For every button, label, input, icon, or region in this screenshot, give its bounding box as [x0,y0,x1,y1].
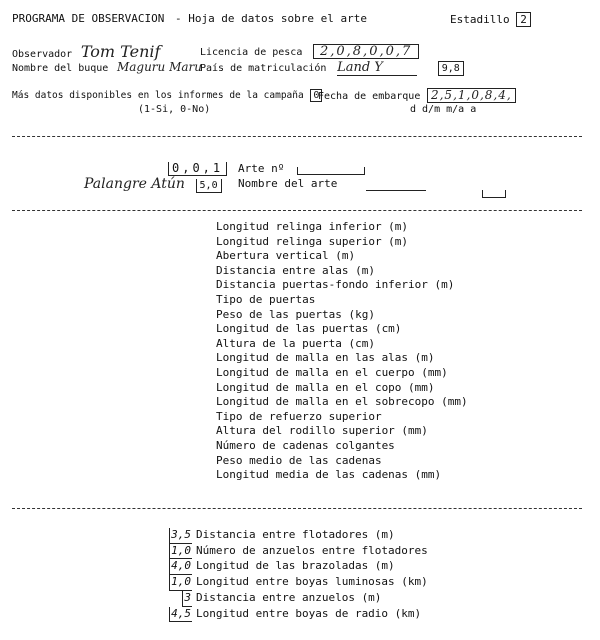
longline-value-box[interactable] [148,607,192,623]
gear-name-value[interactable]: Palangre Atún [84,176,185,192]
observer-value[interactable]: Tom Tenif [80,42,161,61]
boarding-label: Fecha de embarque [318,91,421,102]
longline-label: Longitud de las brazoladas (m) [196,559,395,573]
trawl-field-label: Longitud de las puertas (cm) [216,322,402,336]
boarding-value[interactable]: 2,5,1,0,8,4, [427,88,516,103]
more-data-value[interactable]: 0 [310,89,322,102]
trawl-field-label: Peso de las puertas (kg) [216,307,375,321]
trawl-field-label: Longitud de malla en el copo (mm) [216,380,435,394]
longline-label: Longitud entre boyas de radio (km) [196,606,422,620]
gear-code[interactable]: 0,0,1 [168,162,227,176]
longline-row [148,607,428,623]
gear-name-group [84,176,222,193]
trawl-field-label: Longitud de malla en el sobrecopo (mm) [216,395,468,409]
vessel-group [12,60,202,74]
longline-value[interactable]: 4,0 [169,559,192,575]
arte-number-field[interactable] [297,167,365,175]
trawl-field-label: Abertura vertical (m) [216,249,356,263]
section-divider [12,136,582,137]
trawl-field-label: Altura de la puerta (cm) [216,336,375,350]
trawl-field-list [216,220,468,483]
more-data-hint: (1-Si, 0-No) [138,104,211,115]
gear-name-code[interactable]: 5,0 [196,179,222,193]
gear-name-label: Nombre del arte [238,177,338,190]
longline-value[interactable]: 3,5 [169,528,192,544]
trawl-field-label: Longitud relinga inferior (m) [216,220,409,233]
trawl-field-label: Longitud relinga superior (m) [216,234,409,248]
page-title: PROGRAMA DE OBSERVACION [12,12,165,25]
trawl-field-label: Distancia puertas-fondo inferior (m) [216,278,455,292]
arte-label: Arte nº [238,162,285,175]
longline-value-box[interactable] [148,559,192,575]
longline-row [148,559,428,575]
country-code[interactable]: 9,8 [438,61,464,76]
section-divider [12,508,582,509]
license-label: Licencia de pesca [200,47,303,58]
more-data-label: Más datos disponibles en los informes de la campaña [12,90,304,101]
longline-value-box[interactable] [148,591,192,607]
vessel-label: Nombre del buque [12,63,109,74]
longline-value[interactable]: 3 [182,591,192,607]
longline-label: Número de anzuelos entre flotadores [196,543,428,557]
section-divider [12,210,582,211]
stage-label: Estadillo [450,13,510,26]
longline-value-box[interactable] [148,528,192,544]
longline-row [148,528,428,544]
boarding-group [318,88,516,103]
trawl-field-label: Peso medio de las cadenas [216,453,382,467]
longline-label: Distancia entre anzuelos (m) [196,590,382,604]
longline-value[interactable]: 4,5 [169,607,192,623]
gear-extra-field[interactable] [482,185,506,198]
country-group [200,60,464,76]
stage-value[interactable]: 2 [516,12,531,27]
stage-group [450,12,531,27]
trawl-field-label: Longitud media de las cadenas (mm) [216,468,442,482]
longline-label: Distancia entre flotadores (m) [196,528,395,541]
longline-row [148,544,428,560]
gear-name-line[interactable] [366,178,426,191]
country-label: País de matriculación [200,63,327,74]
longline-value-box[interactable] [148,544,192,560]
longline-value-box[interactable] [148,575,192,591]
gear-code-group [168,162,227,176]
arte-group [238,162,365,175]
country-value[interactable]: Land Y [337,60,417,76]
observer-group [12,42,160,61]
page-subtitle: - Hoja de datos sobre el arte [174,12,368,25]
trawl-field-label: Número de cadenas colgantes [216,438,395,452]
more-data-group [12,88,322,102]
page-header [12,12,367,25]
longline-label: Longitud entre boyas luminosas (km) [196,575,428,589]
license-group [200,44,419,59]
longline-row [148,591,428,607]
trawl-field-label: Tipo de refuerzo superior [216,409,382,423]
observer-label: Observador [12,49,73,60]
license-value[interactable]: 2,0,8,0,0,7 [313,44,419,59]
trawl-field-label: Longitud de malla en las alas (m) [216,351,435,365]
longline-field-list [148,528,428,622]
longline-value[interactable]: 1,0 [169,575,192,591]
trawl-field-label: Longitud de malla en el cuerpo (mm) [216,365,448,379]
trawl-field-label: Tipo de puertas [216,292,316,306]
longline-value[interactable]: 1,0 [169,544,192,560]
trawl-field-label: Distancia entre alas (m) [216,263,375,277]
vessel-value[interactable]: Maguru Maru [116,60,202,74]
boarding-hint: d d/m m/a a [410,104,477,115]
trawl-field-label: Altura del rodillo superior (mm) [216,424,428,438]
longline-row [148,575,428,591]
